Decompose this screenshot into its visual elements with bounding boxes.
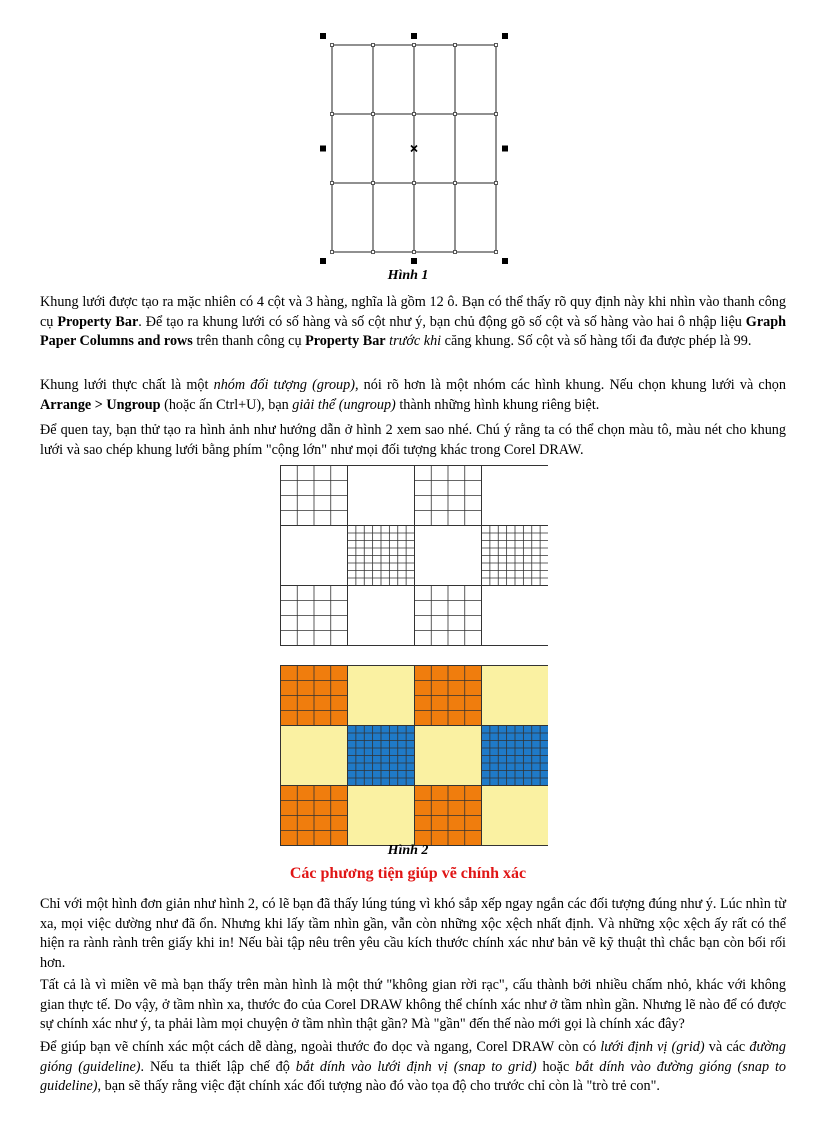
node-marker [454, 44, 457, 47]
p1-text-run: căng khung. Số cột và số hàng tối đa được phép là 99. [441, 333, 752, 349]
node-marker [454, 251, 457, 254]
node-marker [372, 113, 375, 116]
p6-text-run: hoặc [536, 1058, 576, 1075]
p1-text-run: trước khi [389, 333, 442, 349]
selection-handle [502, 146, 508, 152]
paragraph-1 [40, 293, 786, 352]
p2-text-run: nhóm đối tượng (group) [213, 377, 355, 393]
paragraph-2 [40, 376, 786, 415]
p5-text-run: Tất cả là vì miền vẽ mà bạn thấy trên màn hình là một thứ "không gian rời rạc", cấu thành bởi nhiều chấm nhỏ, khác với không gian thực tế. Do vậy, ở tầm nhìn xa, thước đo của Corel DRAW không thể chính xác như ở tầm nhìn gần. Nhưng lẽ nào để có được sự chính xác như ý, ta phải làm mọi chuyện ở tầm nhìn thật gần? Mà "gần" đến thế nào mới gọi là chính xác đây? [40, 977, 786, 1032]
figure-2-caption: Hình 2 [387, 843, 429, 858]
grid-block-plain [482, 666, 549, 726]
selection-handle [411, 33, 417, 39]
p2-text-run: Khung lưới thực chất là một [40, 377, 214, 393]
p3-text-run: Để quen tay, bạn thử tạo ra hình ảnh như hướng dẫn ở hình 2 xem sao nhé. Chú ý rằng ta có thể chọn màu tô, màu nét cho khung lưới và sao chép khung lưới bằng phím "cộng lớn" như mọi đối tượng khác trong Corel DRAW. [40, 422, 786, 458]
p6-text-run: , bạn sẽ thấy rằng việc đặt chính xác đối tượng nào đó vào tọa độ cho trước chỉ còn là "trò trẻ con". [97, 1078, 660, 1094]
grid-cell [414, 183, 455, 252]
selection-handle [320, 146, 326, 152]
grid-block-dense [348, 726, 415, 786]
p2-text-run: Arrange > Ungroup [40, 396, 161, 413]
grid-block-dense [482, 526, 549, 586]
grid-block-plain [415, 526, 482, 586]
grid-block-fine [415, 666, 482, 726]
node-marker [413, 113, 416, 116]
grid-block-plain [281, 526, 348, 586]
grid-block-fine [281, 786, 348, 846]
selection-handle [502, 33, 508, 39]
grid-block-plain [348, 666, 415, 726]
grid-block-plain [482, 466, 549, 526]
node-marker [372, 44, 375, 47]
grid-cell [455, 45, 496, 114]
grid-cell [373, 114, 414, 183]
grid-block-plain [348, 586, 415, 646]
selection-handle [320, 258, 326, 264]
p1-text-run: . Để tạo ra khung lưới có số hàng và số cột như ý, bạn chủ động gõ số cột và số hàng vào hai ô nhập liệu [138, 313, 746, 330]
grid-cell [332, 183, 373, 252]
p6-text-run: . Nếu ta thiết lập chế độ [140, 1058, 296, 1075]
node-marker [454, 182, 457, 185]
grid-block-plain [281, 726, 348, 786]
selection-handle [411, 258, 417, 264]
node-marker [372, 251, 375, 254]
p2-text-run: (hoặc ấn Ctrl+U), bạn [160, 396, 293, 413]
node-marker [331, 251, 334, 254]
grid-cell [373, 45, 414, 114]
grid-block-fine [281, 466, 348, 526]
p6-text-run: bắt dính vào đường gióng (snap to guideline) [40, 1058, 786, 1094]
node-marker [495, 182, 498, 185]
grid-cell [455, 183, 496, 252]
grid-cell [414, 114, 455, 183]
grid-block-plain [482, 586, 549, 646]
p4-text-run: Chỉ với một hình đơn giản như hình 2, có lẽ bạn đã thấy lúng túng vì khó sắp xếp ngay ngắn các đối tượng đúng như ý. Lúc nhìn từ xa, mọi việc dường như đã ổn. Nhưng khi lấy tầm nhìn gần, vẫn còn những xộc xệch nhất định. Và những xộc xệch ấy rất có thể hiện ra rành rành trên giấy khi in! Nếu bài tập nêu trên yêu cầu kích thước chính xác như bản vẽ kỹ thuật thì chắc bạn còn bối rối hơn. [40, 896, 786, 971]
p2-text-run: giải thể (ungroup) [292, 396, 396, 413]
paragraph-4 [40, 895, 786, 973]
selection-handle [502, 258, 508, 264]
grid-cell [332, 45, 373, 114]
node-marker [413, 251, 416, 254]
p1-text-run: Graph Paper Columns and rows [40, 313, 786, 349]
paragraph-5 [40, 976, 786, 1035]
paragraph-3 [40, 421, 786, 460]
paragraph-6 [40, 1038, 786, 1097]
p6-text-run: bắt dính vào lưới định vị (snap to grid) [295, 1058, 537, 1075]
p6-text-run: và các [704, 1039, 750, 1055]
node-marker [495, 113, 498, 116]
p6-text-run: đường gióng (guideline) [40, 1039, 786, 1075]
grid-block-dense [482, 726, 549, 786]
node-marker [372, 182, 375, 185]
node-marker [454, 113, 457, 116]
grid-cell [373, 183, 414, 252]
grid-block-fine [415, 786, 482, 846]
p2-text-run: thành những hình khung riêng biệt. [395, 396, 600, 413]
node-marker [495, 251, 498, 254]
figure-2-outline-grid [280, 465, 548, 647]
grid-cell [332, 114, 373, 183]
selection-handle [320, 33, 326, 39]
grid-block-plain [348, 466, 415, 526]
grid-block-fine [415, 466, 482, 526]
p6-text-run: lưới định vị (grid) [600, 1039, 705, 1055]
grid-block-dense [348, 526, 415, 586]
figure-1-grid-object [318, 31, 514, 267]
grid-block-plain [482, 786, 549, 846]
node-marker [331, 182, 334, 185]
p1-text-run: Property Bar [305, 333, 386, 349]
grid-cell [455, 114, 496, 183]
p1-text-run: Property Bar [57, 313, 139, 330]
grid-block-fine [281, 586, 348, 646]
grid-block-plain [415, 726, 482, 786]
p2-text-run: , nói rõ hơn là một nhóm các hình khung. Nếu chọn khung lưới và chọn [354, 377, 786, 393]
grid-cell [414, 45, 455, 114]
figure-1-caption: Hình 1 [387, 268, 429, 283]
figure-2-colored-grid [280, 665, 548, 847]
p1-text-run: Khung lưới được tạo ra mặc nhiên có 4 cột và 3 hàng, nghĩa là gồm 12 ô. Bạn có thể thấy rõ quy định này khi nhìn vào thanh công cụ [40, 294, 786, 330]
section-heading: Các phương tiện giúp vẽ chính xác [289, 865, 527, 882]
node-marker [413, 44, 416, 47]
node-marker [331, 44, 334, 47]
p6-text-run: Để giúp bạn vẽ chính xác một cách dễ dàng, ngoài thước đo dọc và ngang, Corel DRAW còn có [40, 1039, 601, 1055]
grid-block-fine [415, 586, 482, 646]
node-marker [331, 113, 334, 116]
node-marker [495, 44, 498, 47]
node-marker [413, 182, 416, 185]
grid-block-plain [348, 786, 415, 846]
p1-text-run: trên thanh công cụ [192, 333, 306, 349]
grid-block-fine [281, 666, 348, 726]
